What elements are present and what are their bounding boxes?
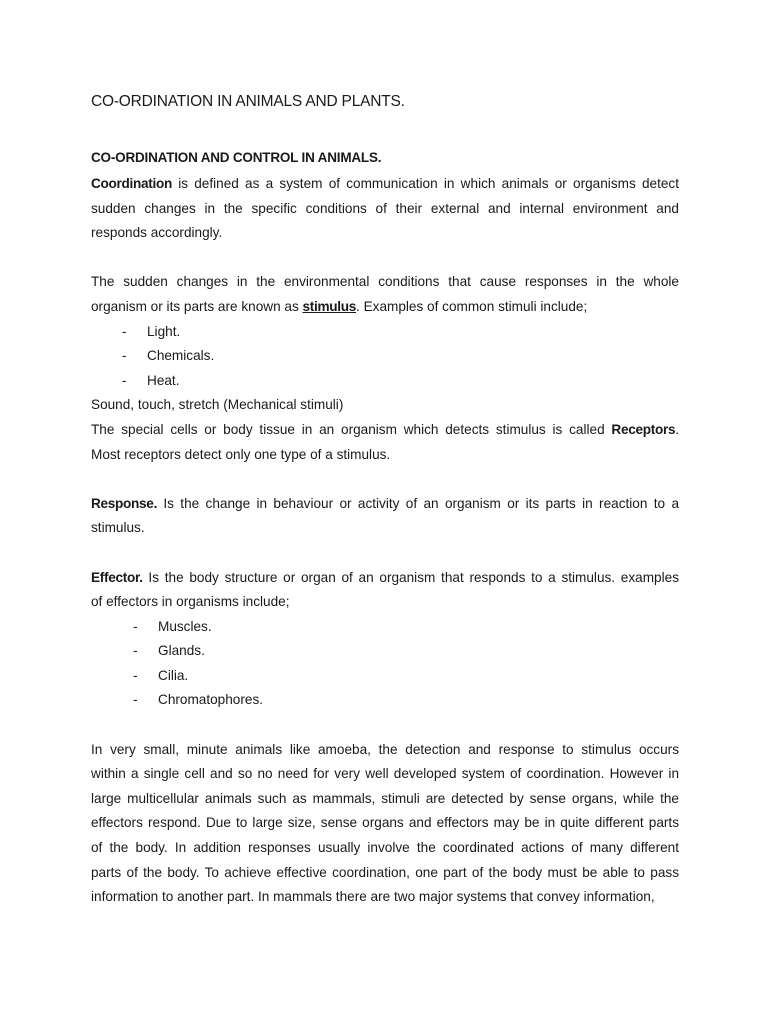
closing-line: In very small, minute animals like amoeba, the detection and response to stimulus occurs xyxy=(91,741,679,757)
receptors-term: Receptors xyxy=(611,421,676,437)
bullet-dash: - xyxy=(122,323,127,339)
response-line-1 xyxy=(91,492,679,517)
bullet-dash: - xyxy=(122,372,127,388)
receptors-line-2: Most receptors detect only one type of a stimulus. xyxy=(91,446,391,462)
receptors-paragraph xyxy=(91,418,679,467)
list-item-text: Heat. xyxy=(147,372,180,388)
list-item-text: Cilia. xyxy=(158,667,189,683)
effector-term: Effector. xyxy=(91,569,143,585)
stimulus-paragraph xyxy=(91,270,679,319)
effector-paragraph xyxy=(91,566,679,615)
closing-line: effectors respond. Due to large size, sense organs and effectors may be in quite different parts xyxy=(91,815,679,831)
mechanical-stimuli-line xyxy=(91,393,679,418)
receptors-line-1 xyxy=(91,418,679,443)
response-term: Response. xyxy=(91,495,158,511)
stimulus-line-2-pre: organism or its parts are known as xyxy=(91,298,303,314)
list-item-text: Light. xyxy=(147,323,181,339)
bullet-dash: - xyxy=(133,643,138,659)
mechanical-stimuli-text: Sound, touch, stretch (Mechanical stimuli) xyxy=(91,397,344,413)
bullet-dash: - xyxy=(133,618,138,634)
closing-line: within a single cell and so no need for very well developed system of coordination. However in xyxy=(91,766,679,782)
paragraph-gap xyxy=(91,713,679,738)
receptors-line-1-pre: The special cells or body tissue in an organism which detects stimulus is called xyxy=(91,421,612,437)
bullet-dash: - xyxy=(133,667,138,683)
effector-line-1-text: Is the body structure or organ of an organism that responds to a stimulus. examples xyxy=(142,569,679,585)
list-item-text: Muscles. xyxy=(158,618,212,634)
stimulus-line-1: The sudden changes in the environmental conditions that cause responses in the whole xyxy=(91,274,679,290)
list-item xyxy=(91,615,679,640)
coordination-line-2: sudden changes in the specific conditions of their external and internal environment and xyxy=(91,200,679,216)
coordination-line-3: responds accordingly. xyxy=(91,225,223,241)
paragraph-gap xyxy=(91,467,679,492)
list-item-text: Chemicals. xyxy=(147,348,215,364)
bullet-dash: - xyxy=(122,348,127,364)
response-line-2: stimulus. xyxy=(91,520,145,536)
stimulus-line-2 xyxy=(91,295,679,320)
section-heading: CO-ORDINATION AND CONTROL IN ANIMALS. xyxy=(91,150,382,165)
effectors-list xyxy=(91,615,679,713)
coordination-paragraph xyxy=(91,172,679,246)
document-body xyxy=(91,172,679,910)
list-item xyxy=(91,320,679,345)
stimulus-term: stimulus xyxy=(302,298,357,314)
list-item xyxy=(91,369,679,394)
response-paragraph xyxy=(91,492,679,541)
paragraph-gap xyxy=(91,246,679,271)
closing-line: large multicellular animals such as mammals, stimuli are detected by sense organs, while the xyxy=(91,790,679,806)
coordination-term: Coordination xyxy=(91,176,172,191)
list-item xyxy=(91,639,679,664)
list-item xyxy=(91,688,679,713)
list-item xyxy=(91,344,679,369)
bullet-dash: - xyxy=(133,692,138,708)
effector-line-1 xyxy=(91,566,679,591)
coordination-line-1: is defined as a system of communication in which animals or organisms detect xyxy=(171,176,679,191)
paragraph-line xyxy=(91,172,679,197)
document-title: CO-ORDINATION IN ANIMALS AND PLANTS. xyxy=(91,93,405,110)
stimulus-line-2-post: . Examples of common stimuli include; xyxy=(356,298,588,314)
receptors-line-1-post: . xyxy=(675,421,679,437)
stimuli-list xyxy=(91,320,679,394)
closing-line: of the body. In addition responses usually involve the coordinated actions of many different xyxy=(91,840,679,856)
list-item-text: Glands. xyxy=(158,643,205,659)
paragraph-gap xyxy=(91,541,679,566)
closing-line: information to another part. In mammals there are two major systems that convey information, xyxy=(91,889,655,905)
list-item-text: Chromatophores. xyxy=(158,692,264,708)
closing-paragraph xyxy=(91,738,679,910)
effector-line-2: of effectors in organisms include; xyxy=(91,594,290,610)
list-item xyxy=(91,664,679,689)
closing-line: parts of the body. To achieve effective coordination, one part of the body must be able to pass xyxy=(91,864,679,880)
response-line-1-text: Is the change in behaviour or activity of an organism or its parts in reaction to a xyxy=(157,495,679,511)
